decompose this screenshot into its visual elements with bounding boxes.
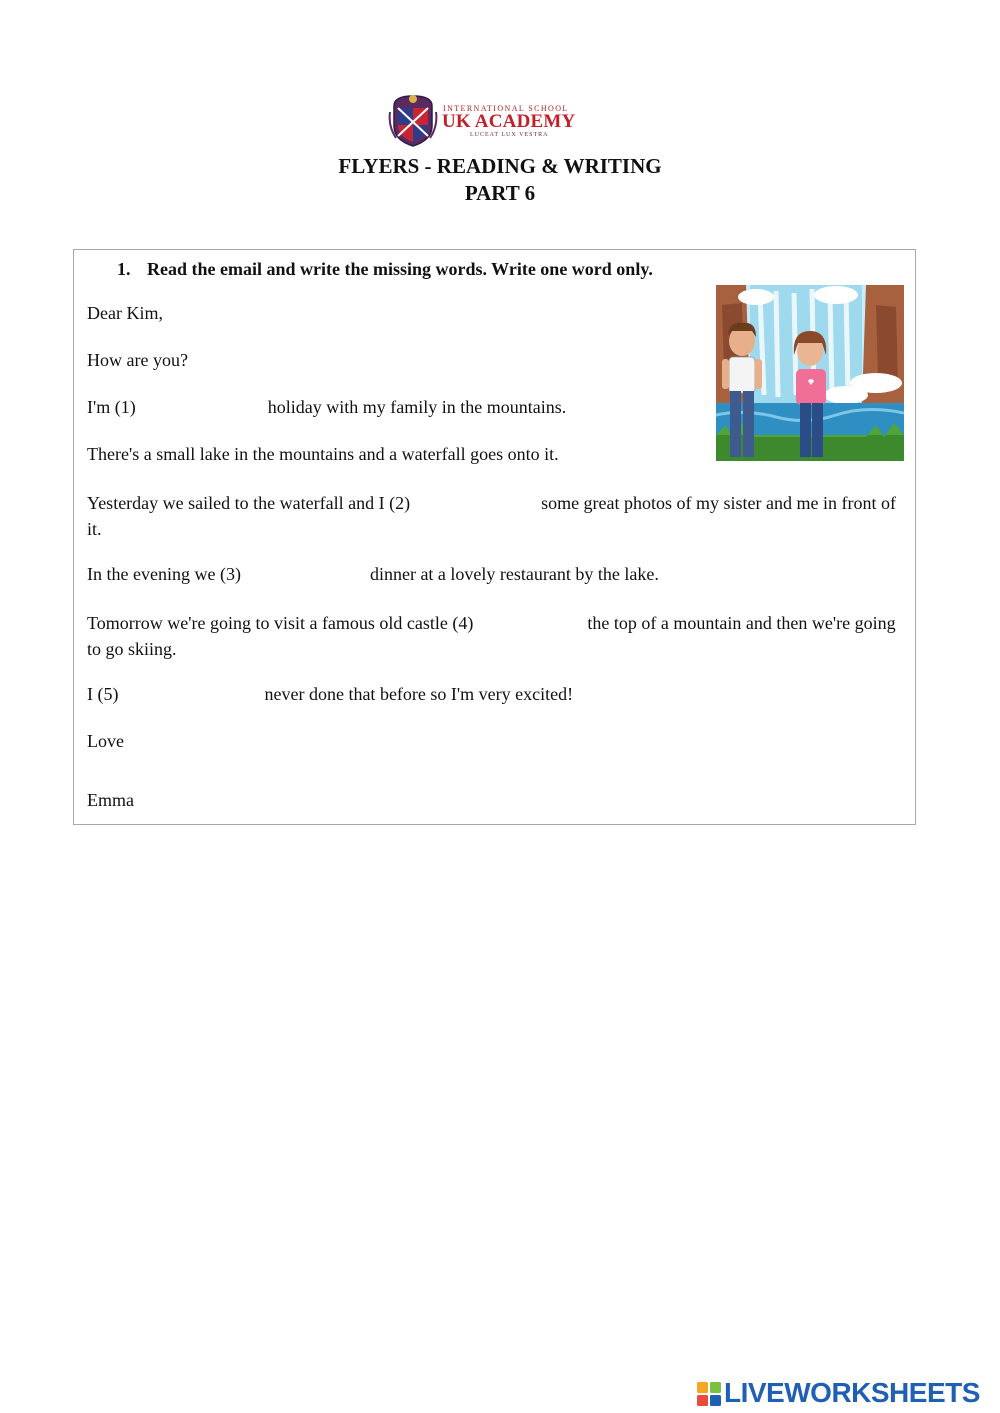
email-greeting: Dear Kim, xyxy=(87,303,163,323)
sentence-3-end: some great photos of my sister and me in front of it. xyxy=(87,493,896,539)
logo-motto: LUCEAT LUX VESTRA xyxy=(470,132,549,138)
email-sentence-3 xyxy=(87,490,902,542)
liveworksheets-text: LIVEWORKSHEETS xyxy=(724,1377,980,1408)
sentence-4-start: In the evening we (3) xyxy=(87,564,241,584)
sentence-5-end: the top of a mountain and then we're going to go skiing. xyxy=(87,613,896,659)
email-sentence-5 xyxy=(87,610,902,662)
email-sentence-6 xyxy=(87,684,573,705)
logo-subtitle: INTERNATIONAL SCHOOL xyxy=(443,104,569,113)
liveworksheets-icon xyxy=(697,1382,721,1406)
sentence-1-end: holiday with my family in the mountains. xyxy=(267,397,567,417)
logo-name: UK ACADEMY xyxy=(442,111,576,132)
waterfall-illustration xyxy=(716,285,904,461)
email-closing: Love xyxy=(87,731,124,751)
school-logo xyxy=(388,92,578,148)
instruction xyxy=(117,259,653,280)
sentence-4-end: dinner at a lovely restaurant by the lake. xyxy=(369,564,659,584)
page-subtitle: PART 6 xyxy=(464,181,536,205)
exercise-number: 1. xyxy=(117,259,131,279)
crest-icon xyxy=(388,92,438,148)
email-sentence-4 xyxy=(87,564,659,585)
email-sentence-1 xyxy=(87,397,566,418)
liveworksheets-logo xyxy=(697,1376,997,1410)
instruction-text: Read the email and write the missing words. Write one word only. xyxy=(147,259,653,279)
email-sentence-2: There's a small lake in the mountains and a waterfall goes onto it. xyxy=(87,444,559,464)
sentence-3-start: Yesterday we sailed to the waterfall and I (2) xyxy=(87,493,411,513)
page-title: FLYERS - READING & WRITING xyxy=(338,154,662,178)
sentence-5-start: Tomorrow we're going to visit a famous old castle (4) xyxy=(87,613,474,633)
sentence-6-end: never done that before so I'm very excited! xyxy=(264,684,574,704)
sentence-1-start: I'm (1) xyxy=(87,397,136,417)
sentence-6-start: I (5) xyxy=(87,684,119,704)
email-question: How are you? xyxy=(87,350,188,370)
exercise-box xyxy=(73,249,916,825)
email-signature: Emma xyxy=(87,790,134,810)
